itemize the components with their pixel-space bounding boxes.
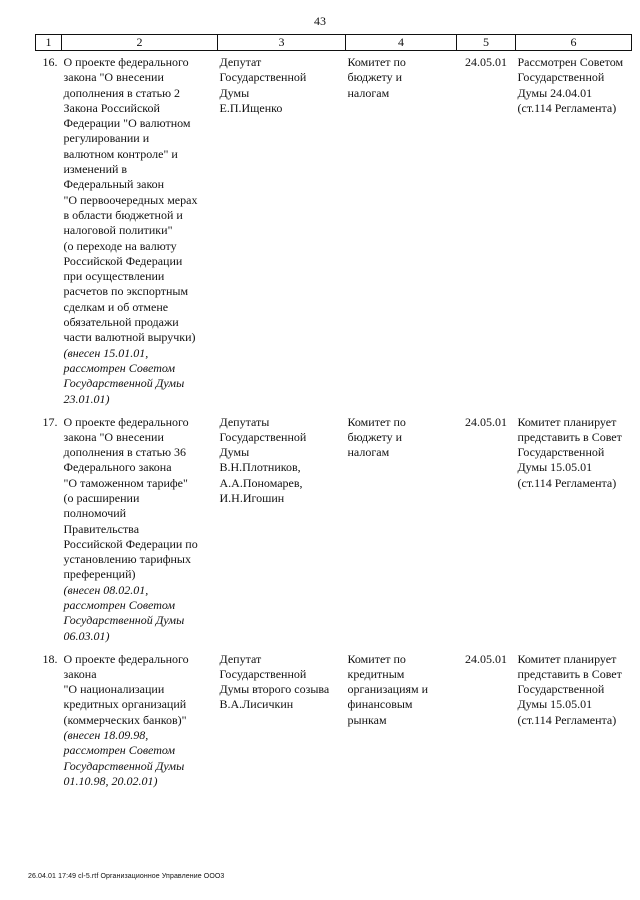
bill-note-line: 01.10.98, 20.02.01) (63, 773, 158, 788)
bill-title-line: регулировании и (63, 131, 150, 146)
bill-status (518, 55, 632, 116)
bill-title-line: Федерации "О валютном (63, 116, 191, 131)
bill-status (518, 415, 632, 491)
bill-status-line: Думы 15.05.01 (517, 460, 593, 475)
bill-note-line: Государственной Думы (63, 758, 185, 773)
agenda-table (35, 34, 632, 789)
bill-title-line: дополнения в статью 36 (63, 445, 187, 460)
bill-title-line: сделкам и об отмене (63, 299, 169, 314)
author-cell (218, 415, 346, 652)
item-number: 18. (42, 651, 58, 666)
item-number: 17. (42, 414, 58, 429)
bill-status-line: Государственной (517, 70, 605, 85)
bill-note-line: рассмотрен Советом (63, 598, 176, 613)
committee-cell (346, 652, 457, 790)
responsible-committee (348, 415, 457, 461)
bill-note-line: (внесен 08.02.01, (63, 582, 149, 597)
committee-cell (346, 415, 457, 652)
bill-author (220, 652, 346, 713)
responsible-committee-line: рынкам (347, 712, 387, 727)
table-row (36, 652, 632, 790)
bill-author-line: Думы (219, 445, 250, 460)
bill-author-line: Думы второго созыва (219, 682, 330, 697)
author-cell (218, 51, 346, 415)
responsible-committee-line: налогам (347, 85, 390, 100)
bill-author-line: Государственной (219, 70, 307, 85)
bill-title-line: Закона Российской (63, 100, 160, 115)
bill-title-line: кредитных организаций (63, 697, 187, 712)
bill-author-line: Депутат (219, 55, 262, 69)
bill-status-line: (ст.114 Регламента) (517, 712, 617, 727)
bill-title (64, 55, 218, 346)
bill-title-line: валютном контроле" и (63, 146, 178, 161)
bill-status-line: Рассмотрен Советом (517, 55, 624, 69)
bill-title-line: закона "О внесении (63, 429, 164, 444)
scheduled-date: 24.05.01 (465, 55, 507, 69)
bill-title-line: преференций) (63, 567, 136, 582)
column-header-1: 1 (36, 35, 62, 51)
bill-title (64, 652, 218, 728)
responsible-committee-line: бюджету и (347, 70, 403, 85)
table-body (36, 51, 632, 790)
bill-title-line: Российской Федерации по (63, 536, 198, 551)
bill-title-line: налоговой политики" (63, 223, 173, 238)
bill-title-line: закона (63, 666, 97, 681)
table-row (36, 51, 632, 415)
bill-title-cell (62, 415, 218, 652)
column-header-4: 4 (346, 35, 457, 51)
bill-title-line: Правительства (63, 521, 140, 536)
bill-author (220, 415, 346, 507)
responsible-committee (348, 55, 457, 101)
responsible-committee (348, 652, 457, 728)
bill-note-line: рассмотрен Советом (63, 743, 176, 758)
bill-title-line: закона "О внесении (63, 70, 164, 85)
responsible-committee-line: Комитет по (347, 55, 406, 69)
bill-title-line: "О первоочередных мерах (63, 192, 198, 207)
bill-status-line: Государственной (517, 682, 605, 697)
author-cell (218, 652, 346, 790)
bill-author-line: Государственной (219, 666, 307, 681)
bill-note-line: 06.03.01) (63, 628, 110, 643)
status-cell (516, 415, 632, 652)
bill-title-line: Российской Федерации (63, 253, 183, 268)
bill-author-line: Е.П.Ищенко (219, 100, 283, 115)
column-header-3: 3 (218, 35, 346, 51)
responsible-committee-line: финансовым (347, 697, 413, 712)
bill-status-line: Государственной (517, 445, 605, 460)
bill-author-line: И.Н.Игошин (219, 490, 285, 505)
bill-title-line: дополнения в статью 2 (63, 85, 181, 100)
bill-title-line: "О таможенном тарифе" (63, 475, 188, 490)
bill-title-line: изменений в (63, 162, 128, 177)
bill-author-line: Депутат (219, 651, 262, 666)
status-cell (516, 652, 632, 790)
bill-author (220, 55, 346, 116)
bill-status-line: представить в Совет (517, 429, 622, 444)
bill-author-line: А.А.Пономарев, (219, 475, 303, 490)
bill-status-line: Думы 15.05.01 (517, 697, 593, 712)
bill-title-line: О проекте федерального (63, 651, 189, 666)
scheduled-date: 24.05.01 (465, 651, 507, 666)
page-number: 43 (314, 14, 326, 28)
bill-title-line: полномочий (63, 506, 127, 521)
bill-title (64, 415, 218, 583)
bill-title-line: обязательной продажи (63, 315, 179, 330)
footer-print-info: 26.04.01 17:49 cl-5.rtf Организационное Управление ООО3 (28, 873, 225, 880)
bill-title-line: при осуществлении (63, 269, 165, 284)
responsible-committee-line: кредитным (347, 666, 405, 681)
bill-title-line: в области бюджетной и (63, 207, 183, 222)
bill-status-line: (ст.114 Регламента) (517, 475, 617, 490)
bill-note-line: Государственной Думы (63, 613, 185, 628)
column-header-5: 5 (457, 35, 516, 51)
bill-title-line: (коммерческих банков)" (63, 712, 187, 727)
bill-note-line: Государственной Думы (63, 376, 185, 391)
bill-title-line: "О национализации (63, 682, 165, 697)
bill-title-line: О проекте федерального (63, 55, 189, 69)
status-cell (516, 51, 632, 415)
bill-author-line: В.Н.Плотников, (219, 460, 301, 475)
bill-note-line: (внесен 18.09.98, (63, 727, 149, 742)
bill-status-line: (ст.114 Регламента) (517, 100, 617, 115)
bill-author-line: Думы (219, 85, 250, 100)
scheduled-date: 24.05.01 (465, 414, 507, 429)
responsible-committee-line: Комитет по (347, 651, 406, 666)
bill-title-cell (62, 652, 218, 790)
bill-title-line: Федерального закона (63, 460, 172, 475)
bill-status-line: представить в Совет (517, 666, 622, 681)
bill-status (518, 652, 632, 728)
committee-cell (346, 51, 457, 415)
bill-title-line: О проекте федерального (63, 414, 189, 429)
table-row (36, 415, 632, 652)
bill-author-line: Государственной (219, 429, 307, 444)
bill-title-cell (62, 51, 218, 415)
bill-status-line: Комитет планирует (517, 414, 617, 429)
column-header-2: 2 (62, 35, 218, 51)
bill-title-line: части валютной выручки) (63, 330, 196, 345)
bill-status-line: Думы 24.04.01 (517, 85, 593, 100)
column-header-row (36, 35, 632, 51)
bill-title-line: Федеральный закон (63, 177, 165, 192)
bill-title-line: установлению тарифных (63, 552, 191, 567)
bill-note (64, 728, 218, 789)
bill-note (64, 346, 218, 407)
item-number: 16. (42, 55, 58, 69)
bill-author-line: Депутаты (219, 414, 270, 429)
bill-note-line: (внесен 15.01.01, (63, 345, 149, 360)
bill-author-line: В.А.Лисичкин (219, 697, 294, 712)
bill-note-line: 23.01.01) (63, 391, 110, 406)
bill-note-line: рассмотрен Советом (63, 360, 176, 375)
bill-title-line: расчетов по экспортным (63, 284, 189, 299)
column-header-6: 6 (516, 35, 632, 51)
responsible-committee-line: бюджету и (347, 429, 403, 444)
responsible-committee-line: организациям и (347, 682, 429, 697)
responsible-committee-line: налогам (347, 445, 390, 460)
bill-status-line: Комитет планирует (517, 651, 617, 666)
bill-title-line: (о расширении (63, 490, 140, 505)
responsible-committee-line: Комитет по (347, 414, 406, 429)
bill-title-line: (о переходе на валюту (63, 238, 177, 253)
bill-note (64, 583, 218, 644)
